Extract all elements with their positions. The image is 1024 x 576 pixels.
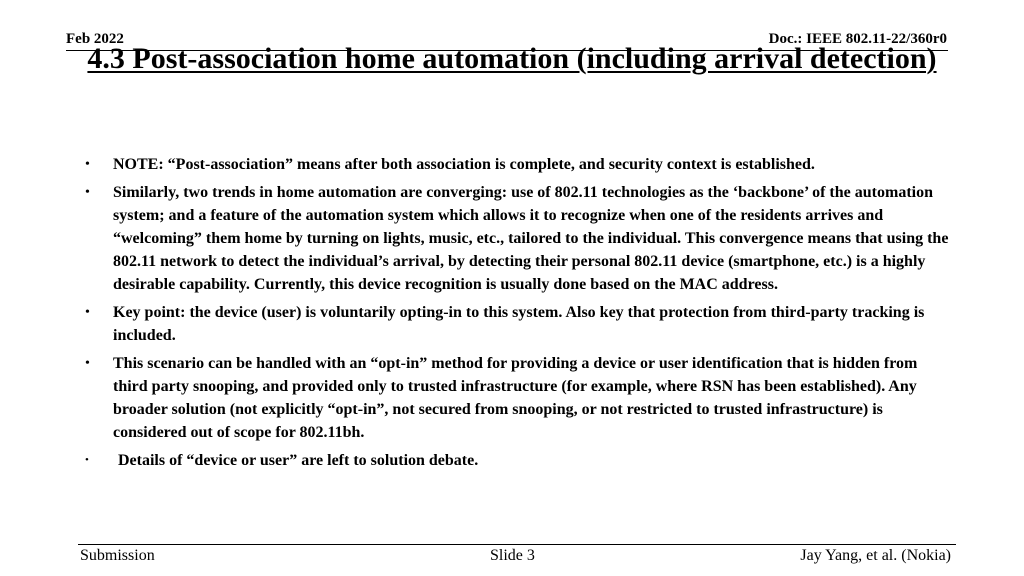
- bullet-text: NOTE: “Post-association” means after both association is complete, and security context is established.: [113, 156, 815, 173]
- bullet-list: [82, 153, 952, 477]
- bullet-text: This scenario can be handled with an “opt-in” method for providing a device or user identification that is hidden from third party snooping, and provided only to trusted infrastructure (for example, where RSN has been established). Any broader solution (not explicitly “opt-in”, not secured from snooping, or not restricted to trusted infrastructure) is considered out of scope for 802.11bh.: [113, 355, 918, 441]
- bullet-item: [82, 153, 952, 176]
- header-date: Feb 2022: [66, 31, 124, 47]
- bullet-item: [82, 449, 952, 472]
- bullet-dot-icon: •: [85, 185, 90, 200]
- bullet-dot-icon: •: [85, 305, 90, 320]
- bullet-item: [82, 181, 952, 296]
- bullet-dot-icon: •: [85, 356, 90, 371]
- bullet-item: [82, 301, 952, 347]
- footer-author: Jay Yang, et al. (Nokia): [800, 547, 951, 564]
- footer-submission: Submission: [80, 547, 155, 564]
- footer-slide-number: Slide 3: [490, 547, 535, 564]
- bullet-text: Similarly, two trends in home automation are converging: use of 802.11 technologies as the ‘backbone’ of the automation system; and a feature of the automation system which allows it to recognize when one of the residents arrives and “welcoming” them home by turning on lights, music, etc., tailored to the individual. This convergence means that using the 802.11 network to detect the individual’s arrival, by detecting their personal 802.11 device (smartphone, etc.) is a highly desirable capability. Currently, this device recognition is usually done based on the MAC address.: [113, 184, 949, 293]
- bullet-text: Details of “device or user” are left to solution debate.: [118, 452, 479, 469]
- slide-title: 4.3 Post-association home automation (including arrival detection): [87, 42, 937, 75]
- footer-divider: [78, 544, 956, 545]
- header-doc-id: Doc.: IEEE 802.11-22/360r0: [768, 31, 947, 47]
- bullet-dot-icon: •: [85, 454, 89, 466]
- bullet-dot-icon: •: [85, 157, 90, 172]
- bullet-text: Key point: the device (user) is voluntarily opting-in to this system. Also key that protection from third-party tracking is included.: [113, 304, 925, 344]
- bullet-item: [82, 352, 952, 444]
